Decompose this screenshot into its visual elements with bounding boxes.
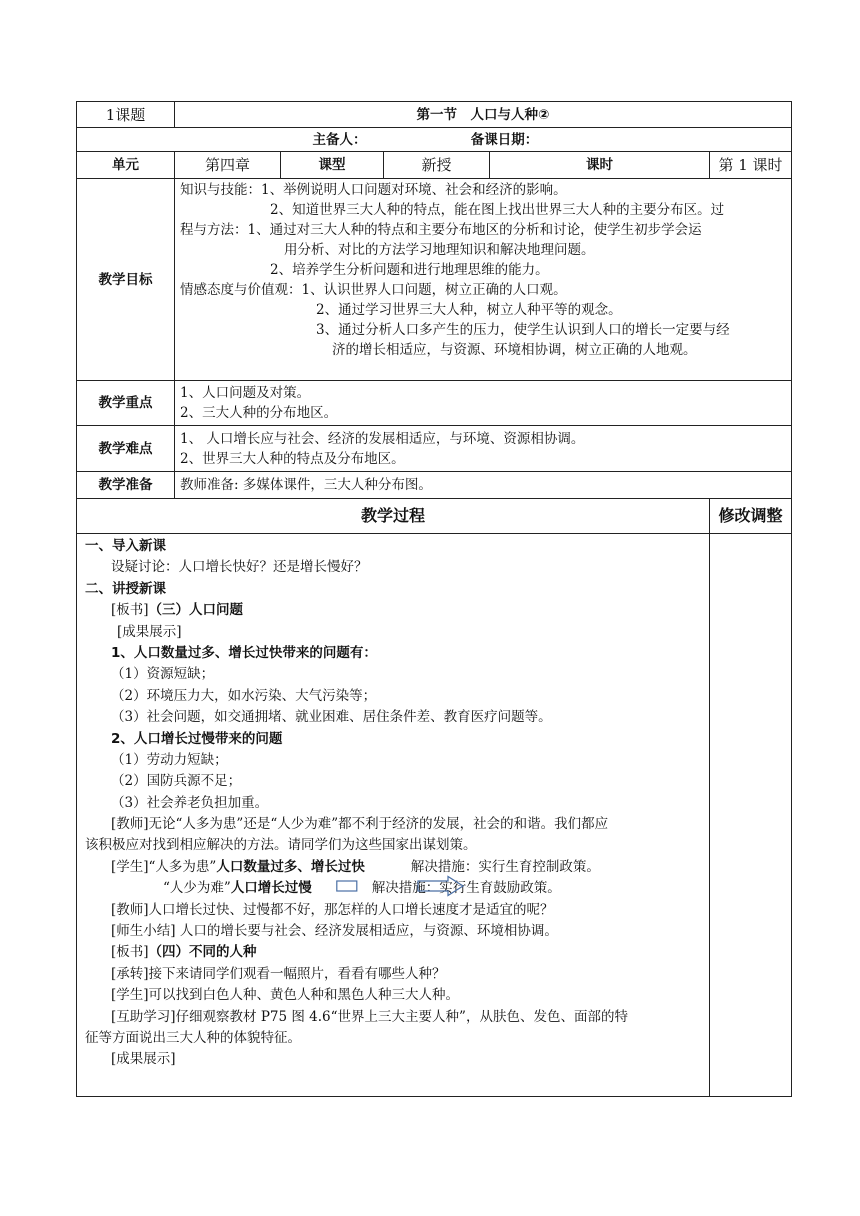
objective-line: 济的增长相适应，与资源、环境相协调，树立正确的人地观。 <box>332 342 697 358</box>
problem-1-title: 1、人口数量过多、增长过快带来的问题有： <box>111 644 377 661</box>
preparation-content: 教师准备: 多媒体课件，三大人种分布图。 <box>175 472 792 499</box>
objective-line: 程与方法：1、通过对三大人种的特点和主要分布地区的分析和讨论，使学生初步学会运 <box>180 222 702 238</box>
teacher-remark-cont: 该积极应对找到相应解决的方法。请同学们为这些国家出谋划策。 <box>85 837 477 854</box>
period-value: 第 1 课时 <box>710 152 792 179</box>
key-points-row <box>77 381 792 426</box>
process-row <box>77 534 792 1097</box>
objective-line: 2、通过学习世界三大人种，树立人种平等的观念。 <box>316 302 622 318</box>
key-point-line: 1、人口问题及对策。 <box>180 385 311 401</box>
objective-line: 2、知道世界三大人种的特点，能在图上找出世界三大人种的主要分布区。过 <box>270 202 725 218</box>
process-content <box>77 534 710 1097</box>
section-new-lesson: 二、讲授新课 <box>85 580 166 597</box>
student-answer-1: [学生]“人多为患”人口数量过多、增长过快 解决措施：实行生育控制政策。 <box>111 858 600 875</box>
objective-line: 情感态度与价值观：1、认识世界人口问题，树立正确的人口观。 <box>180 282 567 298</box>
problem-2-item: （2）国防兵源不足； <box>111 773 242 790</box>
flow-arrow-icon <box>336 875 464 897</box>
cooperative-study-cont: 征等方面说出三大人种的体貌特征。 <box>85 1029 301 1046</box>
show-results-label-2: [成果展示] <box>111 1051 176 1068</box>
lesson-title: 第一节 人口与人种② <box>175 102 792 128</box>
problem-1-item: （2）环境压力大，如水污染、大气污染等； <box>111 687 377 704</box>
student-answer-3: [学生]可以找到白色人种、黄色人种和黑色人种三大人种。 <box>111 987 460 1004</box>
teacher-question: [教师]人口增长过快、过慢都不好，那怎样的人口增长速度才是适宜的呢？ <box>111 901 554 918</box>
section-intro: 一、导入新课 <box>85 538 166 554</box>
preparation-label: 教学准备 <box>77 472 175 499</box>
problem-1-item: （1）资源短缺； <box>111 666 215 683</box>
problem-1-item: （3）社会问题，如交通拥堵、就业困难、居住条件差、教育医疗问题等。 <box>111 709 552 726</box>
process-title: 教学过程 <box>77 499 710 534</box>
problem-2-item: （3）社会养老负担加重。 <box>111 794 269 811</box>
problem-2-title: 2、人口增长过慢带来的问题 <box>111 730 283 747</box>
period-label: 课时 <box>490 152 710 179</box>
difficulty-line: 2、世界三大人种的特点及分布地区。 <box>180 450 405 467</box>
board-population-problem: [板书]（三）人口问题 <box>111 602 244 619</box>
objectives-row <box>77 179 792 381</box>
difficulties-content <box>175 426 792 472</box>
key-points-label: 教学重点 <box>77 381 175 426</box>
preparer-label: 主备人： <box>312 131 367 148</box>
teacher-remark: [教师]无论“人多为患”还是“人少为难”都不利于经济的发展，社会的和谐。我们都应 <box>111 816 609 833</box>
difficulty-line: 1、 人口增长应与社会、经济的发展相适应，与环境、资源相协调。 <box>180 430 585 447</box>
preparation-row <box>77 472 792 499</box>
date-label: 备课日期： <box>470 131 539 148</box>
revise-column-title: 修改调整 <box>710 499 792 534</box>
objectives-content <box>175 179 792 381</box>
transition: [承转]接下来请同学们观看一幅照片，看看有哪些人种？ <box>111 965 446 982</box>
unit-value: 第四章 <box>175 152 281 179</box>
revise-column <box>710 534 792 1097</box>
summary: [师生小结] 人口的增长要与社会、经济发展相适应，与资源、环境相协调。 <box>111 923 558 940</box>
key-points-content <box>175 381 792 426</box>
student-answer-2: “人少为难”人口增长过慢 解决措施：实行生育鼓励政策。 <box>163 880 561 897</box>
key-point-line: 2、三大人种的分布地区。 <box>180 405 338 421</box>
objectives-label: 教学目标 <box>77 179 175 381</box>
objective-line: 用分析、对比的方法学习地理知识和解决地理问题。 <box>284 242 595 258</box>
lesson-number: 1课题 <box>77 102 175 128</box>
show-results-label: [成果展示] <box>117 623 182 640</box>
objective-line: 3、通过分析人口多产生的压力，使学生认识到人口的增长一定要与经 <box>316 322 730 338</box>
board-human-races: [板书]（四）不同的人种 <box>111 944 257 961</box>
objective-line: 2、培养学生分析问题和进行地理思维的能力。 <box>270 262 549 278</box>
unit-label: 单元 <box>77 152 175 179</box>
type-label: 课型 <box>281 152 384 179</box>
cooperative-study: [互助学习]仔细观察教材 P75 图 4.6“世界上三大主要人种”，从肤色、发色、面部的特 <box>111 1008 628 1025</box>
process-header-row <box>77 499 792 534</box>
difficulties-label: 教学难点 <box>77 426 175 472</box>
problem-2-item: （1）劳动力短缺； <box>111 751 228 768</box>
info-row <box>77 152 792 179</box>
lesson-plan-table <box>76 101 792 1097</box>
title-row <box>77 102 792 128</box>
preparer-row <box>77 128 792 152</box>
objective-line: 知识与技能：1、举例说明人口问题对环境、社会和经济的影响。 <box>180 182 567 198</box>
type-value: 新授 <box>384 152 490 179</box>
discussion-question: 设疑讨论：人口增长快好？还是增长慢好？ <box>111 559 368 576</box>
difficulties-row <box>77 426 792 472</box>
